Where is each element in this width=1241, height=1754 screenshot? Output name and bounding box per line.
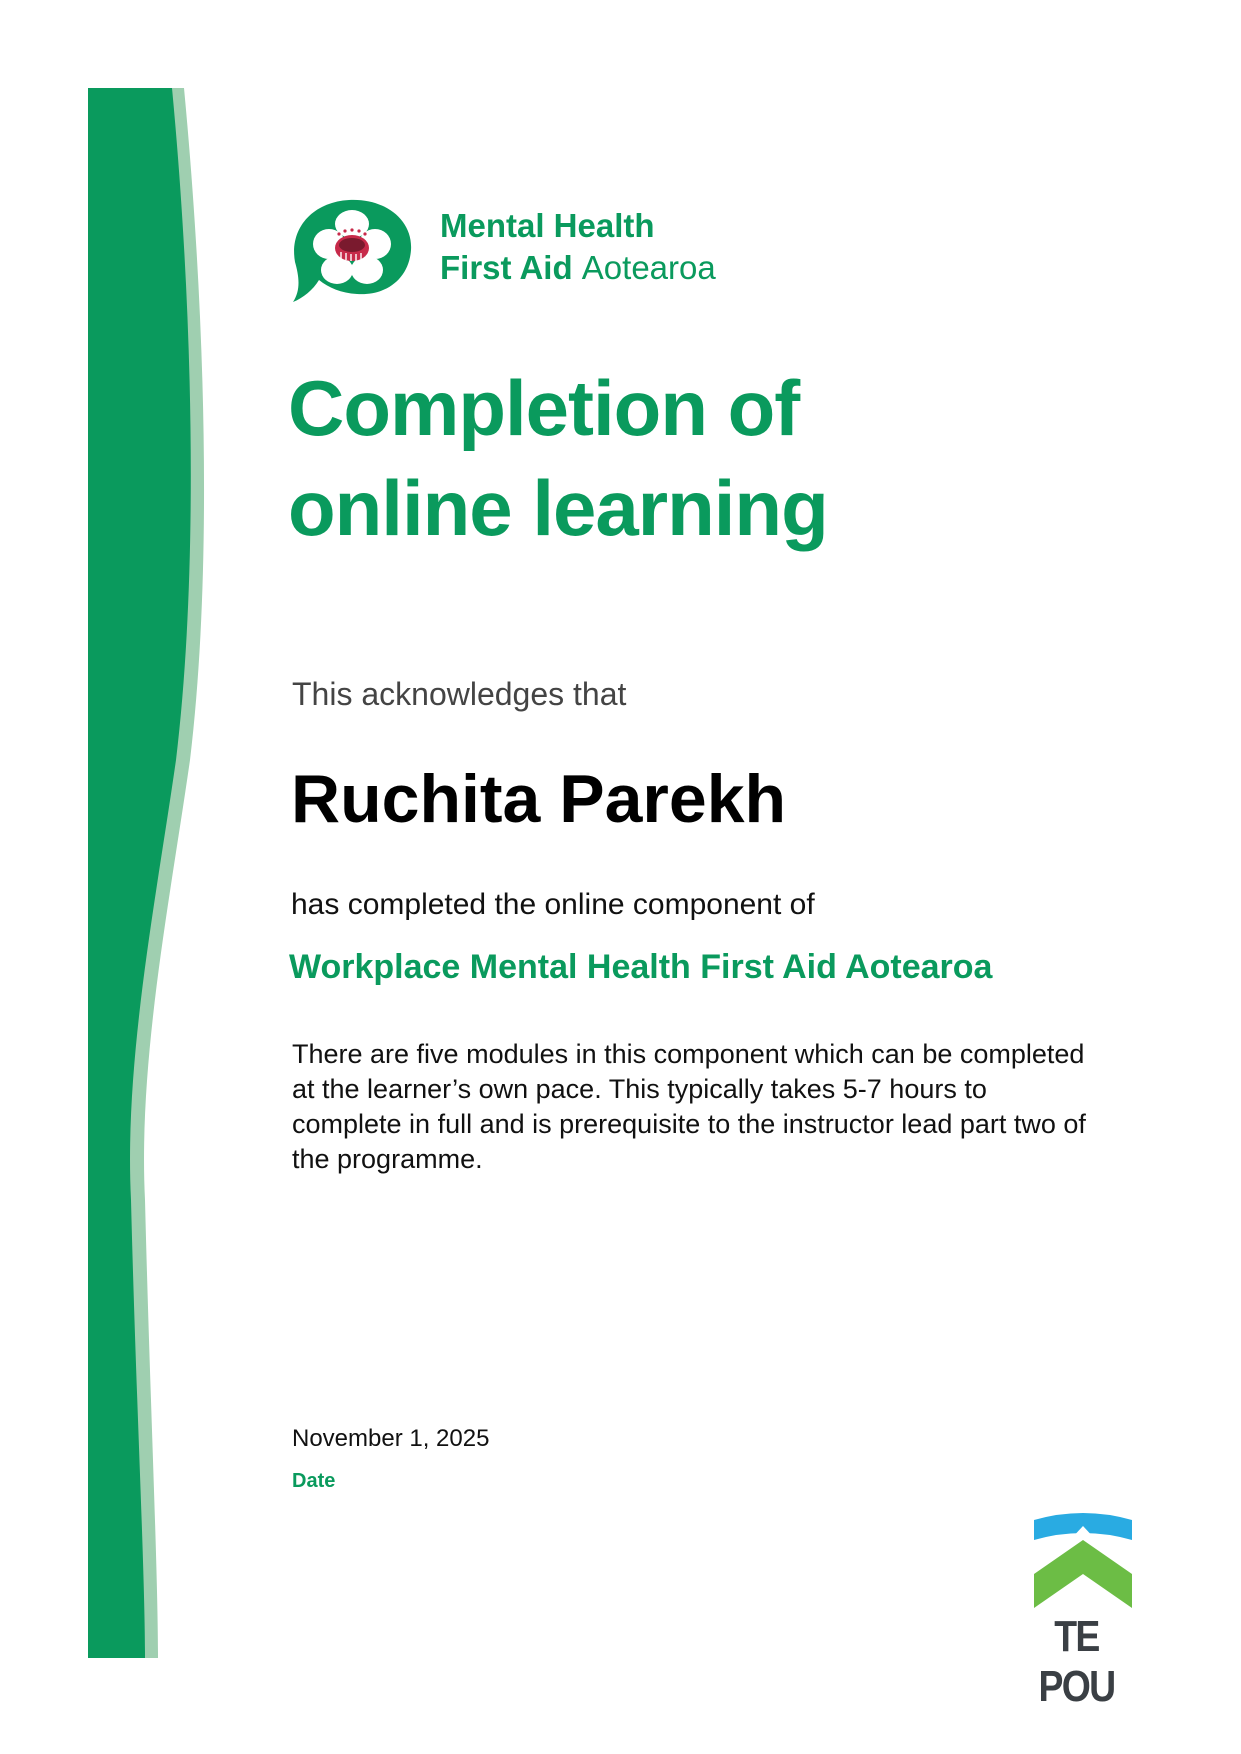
course-name: Workplace Mental Health First Aid Aotearoa: [289, 948, 993, 986]
certificate-title-line-2: online learning: [288, 464, 828, 552]
acknowledgement-text: This acknowledges that: [292, 676, 627, 712]
logo-wordmark: [440, 205, 716, 289]
completed-text: has completed the online component of: [291, 888, 815, 921]
certificate-title-line-1: Completion of: [288, 364, 800, 452]
logo-line-1: Mental Health: [440, 207, 655, 244]
course-description: There are five modules in this component which can be completed at the learner’s own pace. This typically takes 5-7 hours to complete in full and is prerequisite to the instructor lead part two of the programme.: [292, 1039, 1086, 1174]
mental-health-first-aid-logo-icon: [289, 198, 415, 304]
date-label: Date: [292, 1470, 336, 1492]
recipient-name: Ruchita Parekh: [291, 761, 787, 837]
logo-line-2: [440, 247, 716, 289]
decorative-green-sidebar: [0, 0, 240, 1754]
te-pou-wordmark: TE POU: [1038, 1612, 1115, 1711]
logo-line-2-light: Aotearoa: [581, 249, 716, 286]
certificate-title: [288, 358, 1088, 558]
completion-date: November 1, 2025: [292, 1425, 490, 1452]
te-pou-logo-icon: [1034, 1512, 1132, 1612]
logo-line-2-bold: First Aid: [440, 249, 573, 286]
